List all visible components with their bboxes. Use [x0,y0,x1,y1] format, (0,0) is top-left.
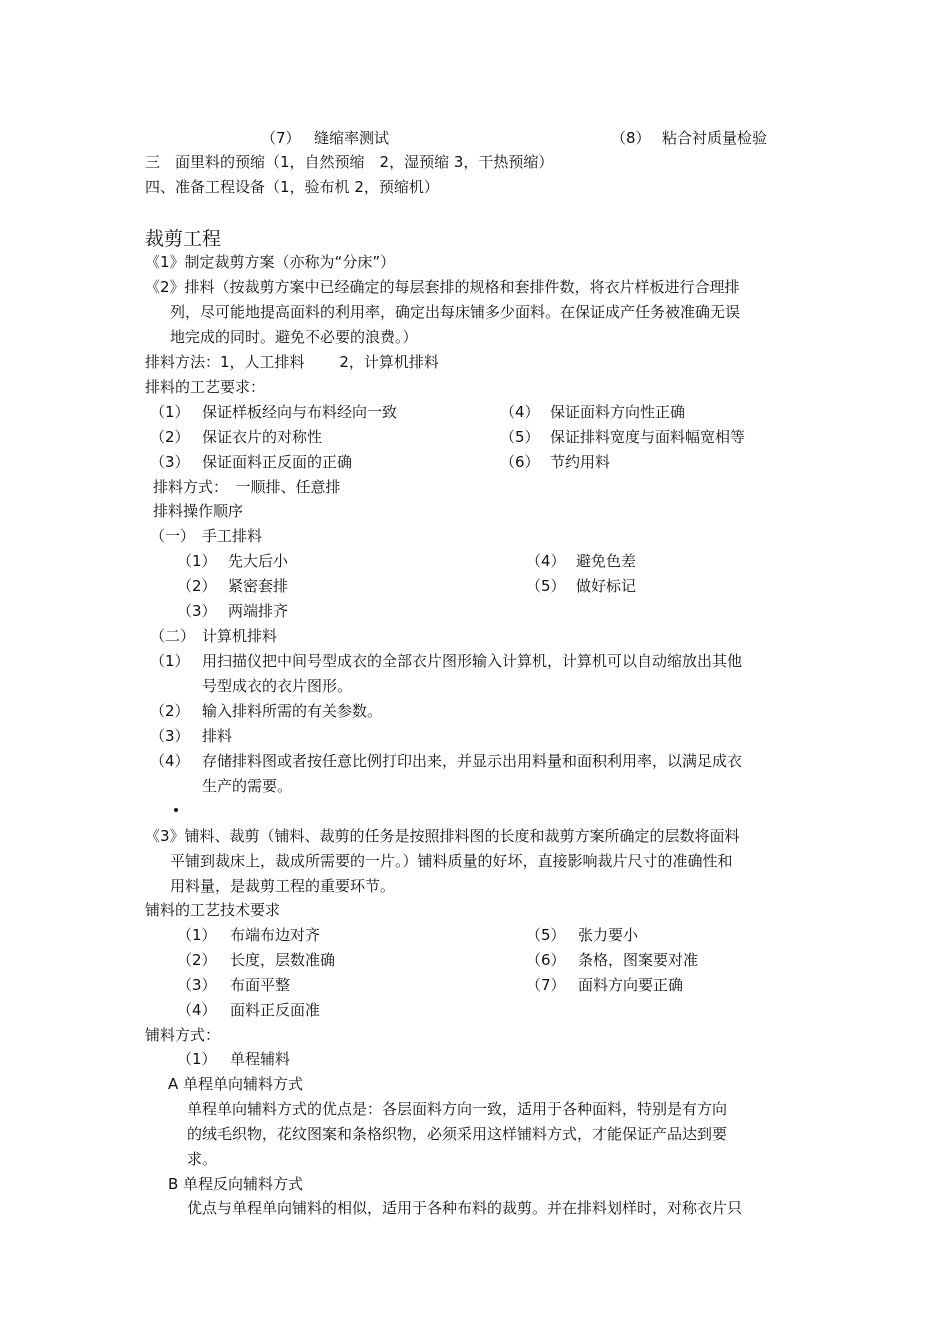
spread-line-1: 《3》铺料、裁剪（铺料、裁剪的任务是按照排料图的长度和裁剪方案所确定的层数将面料 [145,827,740,845]
item-8-text: 粘合衬质量检验 [662,129,768,147]
spread-tech-title: 铺料的工艺技术要求 [145,901,281,919]
tech-number: （3） [177,976,217,994]
manual-text: 避免色差 [576,552,637,570]
method-a-line-1: 单程单向辅料方式的优点是：各层面料方向一致，适用于各种面料，特别是有方向 [187,1100,728,1118]
computer-number: （1） [150,652,190,670]
computer-number: （4） [150,752,190,770]
computer-text-cont: 生产的需要。 [202,777,293,795]
computer-text: 排料 [202,727,233,745]
tech-text: 面料方向要正确 [578,976,684,994]
manual-number: （5） [526,577,566,595]
tech-text: 长度，层数准确 [230,951,336,969]
spread-line-3: 用料量，是裁剪工程的重要环节。 [170,877,396,895]
layout-order-title: 排料操作顺序 [153,502,244,520]
req-text: 保证面料正反面的正确 [202,453,353,471]
req-text: 保证样板经向与布料经向一致 [202,403,398,421]
item-8-number: （8） [611,129,651,147]
computer-number: （2） [150,702,190,720]
tech-text: 张力要小 [578,926,639,944]
section-title: 裁剪工程 [145,228,222,250]
req-text: 节约用料 [550,453,611,471]
tech-text: 布端布边对齐 [230,926,321,944]
computer-title: 计算机排料 [202,627,278,645]
tech-number: （4） [177,1001,217,1019]
layout-line-2: 列，尽可能地提高面料的利用率，确定出每床铺多少面料。在保证成产任务被准确无误 [170,303,741,321]
spread-line-2: 平铺到裁床上，裁成所需要的一片。）铺料质量的好坏，直接影响裁片尺寸的准确性和 [170,852,733,870]
layout-line-3: 地完成的同时。避免不必要的浪费。） [170,328,418,346]
tech-text: 面料正反面准 [230,1001,321,1019]
way-1-text: 单程辅料 [230,1050,291,1068]
tech-number: （7） [526,976,566,994]
spread-ways-title: 铺料方式： [145,1026,221,1044]
manual-number: （1） [177,552,217,570]
computer-title-number: （二） [150,627,196,645]
tech-number: （5） [526,926,566,944]
layout-methods: 排料方法：1，人工排料 2，计算机排料 [145,353,439,371]
manual-text: 紧密套排 [228,577,289,595]
manual-number: （2） [177,577,217,595]
equipment-line: 四、准备工程设备（1，验布机 2，预缩机） [145,178,439,196]
req-number: （5） [500,428,540,446]
req-number: （2） [150,428,190,446]
manual-text: 做好标记 [576,577,637,595]
tech-text: 条格，图案要对准 [578,951,699,969]
manual-title: 手工排料 [202,527,263,545]
item-7-text: 缝缩率测试 [314,129,390,147]
req-text: 保证衣片的对称性 [202,428,323,446]
computer-text: 用扫描仪把中间号型成衣的全部衣片图形输入计算机，计算机可以自动缩放出其他 [202,652,743,670]
req-number: （1） [150,403,190,421]
manual-number: （3） [177,602,217,620]
manual-number: （4） [526,552,566,570]
layout-req-title: 排料的工艺要求： [145,378,266,396]
req-number: （3） [150,453,190,471]
tech-number: （2） [177,951,217,969]
manual-text: 两端排齐 [228,602,289,620]
layout-modes: 排料方式： 一顺排、任意排 [153,478,341,496]
req-text: 保证面料方向性正确 [550,403,686,421]
manual-text: 先大后小 [228,552,289,570]
computer-number: （3） [150,727,190,745]
computer-text: 输入排料所需的有关参数。 [202,702,383,720]
layout-line-1: 《2》排料（按裁剪方案中已经确定的每层套排的规格和套排件数，将衣片样板进行合理排 [145,278,740,296]
tech-number: （1） [177,926,217,944]
item-7-number: （7） [261,129,301,147]
req-number: （6） [500,453,540,471]
method-a-line-2: 的绒毛织物，花纹图案和条格织物，必须采用这样铺料方式，才能保证产品达到要 [187,1125,728,1143]
method-a-line-3: 求。 [187,1150,218,1168]
tech-number: （6） [526,951,566,969]
bullet-dot [174,808,178,812]
pre-shrink-line: 三 面里料的预缩（1，自然预缩 2，湿预缩 3，干热预缩） [145,153,554,171]
method-a-title: A 单程单向辅料方式 [168,1075,304,1093]
tech-text: 布面平整 [230,976,291,994]
computer-text-cont: 号型成衣的衣片图形。 [202,677,353,695]
req-number: （4） [500,403,540,421]
way-1-number: （1） [177,1050,217,1068]
method-b-title: B 单程反向辅料方式 [168,1175,304,1193]
plan-line: 《1》制定裁剪方案（亦称为“分床”） [145,253,396,271]
method-b-line-1: 优点与单程单向铺料的相似，适用于各种布料的裁剪。并在排料划样时，对称衣片只 [187,1199,743,1217]
req-text: 保证排料宽度与面料幅宽相等 [550,428,746,446]
computer-text: 存储排料图或者按任意比例打印出来，并显示出用料量和面积利用率，以满足成衣 [202,752,743,770]
manual-title-number: （一） [150,527,196,545]
